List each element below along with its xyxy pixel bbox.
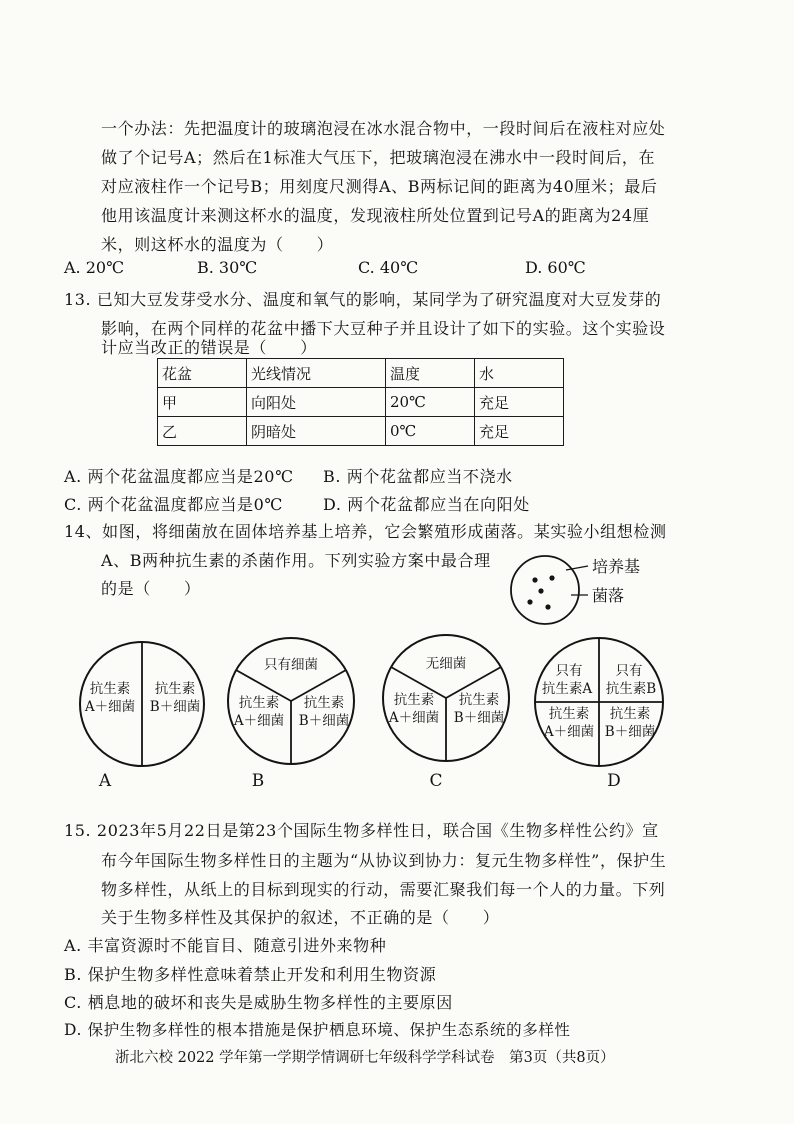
- q13-line-1: 13. 已知大豆发芽受水分、温度和氧气的影响，某同学为了研究温度对大豆发芽的: [64, 290, 662, 309]
- cell-label: 抗生素A: [541, 681, 593, 697]
- table-row: [158, 417, 564, 446]
- q12-option-d: D. 60℃: [525, 258, 586, 277]
- cell-label: 抗生素: [609, 706, 651, 722]
- q13-line-2: 影响，在两个同样的花盆中播下大豆种子并且设计了如下的实验。这个实验设: [101, 319, 666, 338]
- table-cell: 乙: [158, 417, 247, 446]
- table-cell: 充足: [475, 388, 564, 417]
- q14-line-2: A、B两种抗生素的杀菌作用。下列实验方案中最合理: [101, 551, 491, 570]
- dish-option-a: [77, 640, 207, 770]
- q15-line-1: 15. 2023年5月22日是第23个国际生物多样性日，联合国《生物多样性公约》宣: [64, 821, 659, 840]
- cell-label: 抗生素: [238, 695, 280, 711]
- table-cell: 甲: [158, 388, 247, 417]
- table-cell: 20℃: [386, 388, 475, 417]
- q12-line-3: 对应液柱作一个记号B；用刻度尺测得A、B两标记间的距离为40厘米；最后: [101, 177, 658, 196]
- option-letter-b: B: [251, 771, 265, 791]
- table-row: [158, 388, 564, 417]
- q13-line-3: 计应当改正的错误是（ ）: [101, 338, 317, 357]
- q15-option-a: A. 丰富资源时不能盲目、随意引进外来物种: [64, 936, 387, 955]
- cell-label: 抗生素: [548, 706, 590, 722]
- q13-option-b: B. 两个花盆都应当不浇水: [323, 467, 513, 486]
- table-header: 光线情况: [247, 359, 386, 388]
- table-header-row: [158, 359, 564, 388]
- cell-label: A＋细菌: [543, 724, 595, 740]
- q15-option-d: D. 保护生物多样性的根本措施是保护栖息环境、保护生态系统的多样性: [64, 1021, 571, 1039]
- cell-label: B＋细菌: [604, 724, 656, 740]
- table-cell: 0℃: [386, 417, 475, 446]
- table-header: 花盆: [158, 359, 247, 388]
- cell-label: 抗生素: [303, 695, 345, 711]
- q12-line-2: 做了个记号A；然后在1标准大气压下，把玻璃泡浸在沸水中一段时间后，在: [101, 148, 656, 167]
- cell-label: 无细菌: [425, 656, 467, 672]
- cell-label: 只有: [555, 663, 583, 679]
- q15-line-3: 物多样性，从纸上的目标到现实的行动，需要汇聚我们每一个人的力量。下列: [101, 880, 666, 899]
- dish-option-c: [380, 631, 512, 765]
- q13-option-d: D. 两个花盆都应当在向阳处: [323, 495, 530, 514]
- q14-line-1: 14、如图，将细菌放在固体培养基上培养，它会繁殖形成菌落。某实验小组想检测: [64, 522, 667, 541]
- q15-option-c: C. 栖息地的破坏和丧失是威胁生物多样性的主要原因: [64, 993, 453, 1012]
- petri-dish-outline: [511, 556, 579, 624]
- dish-option-b: [225, 634, 357, 768]
- cell-label: B＋细菌: [298, 713, 350, 729]
- cell-label: 只有细菌: [264, 657, 318, 673]
- q13-table: [157, 358, 564, 446]
- table-header: 水: [475, 359, 564, 388]
- q13-option-a: A. 两个花盆温度都应当是20℃: [64, 467, 294, 486]
- q12-option-b: B. 30℃: [197, 258, 258, 277]
- colony-dot: [545, 604, 550, 609]
- cell-label: A＋细菌: [84, 699, 136, 715]
- q15-option-b: B. 保护生物多样性意味着禁止开发和利用生物资源: [64, 965, 437, 984]
- cell-label: A＋细菌: [388, 710, 440, 726]
- q14-line-3: 的是（ ）: [101, 579, 201, 598]
- q12-line-4: 他用该温度计来测这杯水的温度，发现液柱所处位置到记号A的距离为24厘: [101, 206, 650, 225]
- q12-options: [0, 258, 794, 280]
- colony-dot: [538, 588, 543, 593]
- cell-label: 抗生素: [89, 681, 131, 697]
- cell-label: 抗生素: [393, 692, 435, 708]
- cell-label: 抗生素: [154, 681, 196, 697]
- option-letter-c: C: [429, 771, 443, 791]
- option-letter-d: D: [607, 771, 621, 791]
- cell-label: 抗生素B: [605, 681, 657, 697]
- page-footer: 浙北六校 2022 学年第一学期学情调研七年级科学学科试卷 第3页（共8页）: [115, 1050, 615, 1066]
- table-cell: 向阳处: [247, 388, 386, 417]
- cell-label: 只有: [615, 663, 643, 679]
- cell-label: A＋细菌: [233, 713, 285, 729]
- dish-option-d: [531, 637, 667, 767]
- q15-line-4: 关于生物多样性及其保护的叙述，不正确的是（ ）: [101, 908, 500, 927]
- label-medium: 培养基: [592, 557, 641, 576]
- q12-line-1: 一个办法：先把温度计的玻璃泡浸在冰水混合物中，一段时间后在液柱对应处: [101, 119, 666, 138]
- q15-line-2: 布今年国际生物多样性日的主题为“从协议到协力：复元生物多样性”，保护生: [101, 851, 667, 870]
- q12-option-c: C. 40℃: [358, 258, 419, 277]
- table-header: 温度: [386, 359, 475, 388]
- table-cell: 阴暗处: [247, 417, 386, 446]
- option-letter-a: A: [98, 771, 112, 791]
- cell-label: B＋细菌: [453, 710, 505, 726]
- colony-dot: [549, 575, 554, 580]
- colony-dot: [527, 599, 532, 604]
- label-colony: 菌落: [592, 586, 625, 605]
- q12-line-5: 米，则这杯水的温度为（ ）: [101, 235, 334, 254]
- culture-dish-legend: [508, 553, 768, 633]
- q12-option-a: A. 20℃: [64, 258, 124, 277]
- cell-label: B＋细菌: [149, 699, 201, 715]
- q13-option-c: C. 两个花盆温度都应当是0℃: [64, 495, 283, 514]
- table-cell: 充足: [475, 417, 564, 446]
- colony-dot: [532, 577, 537, 582]
- cell-label: 抗生素: [458, 692, 500, 708]
